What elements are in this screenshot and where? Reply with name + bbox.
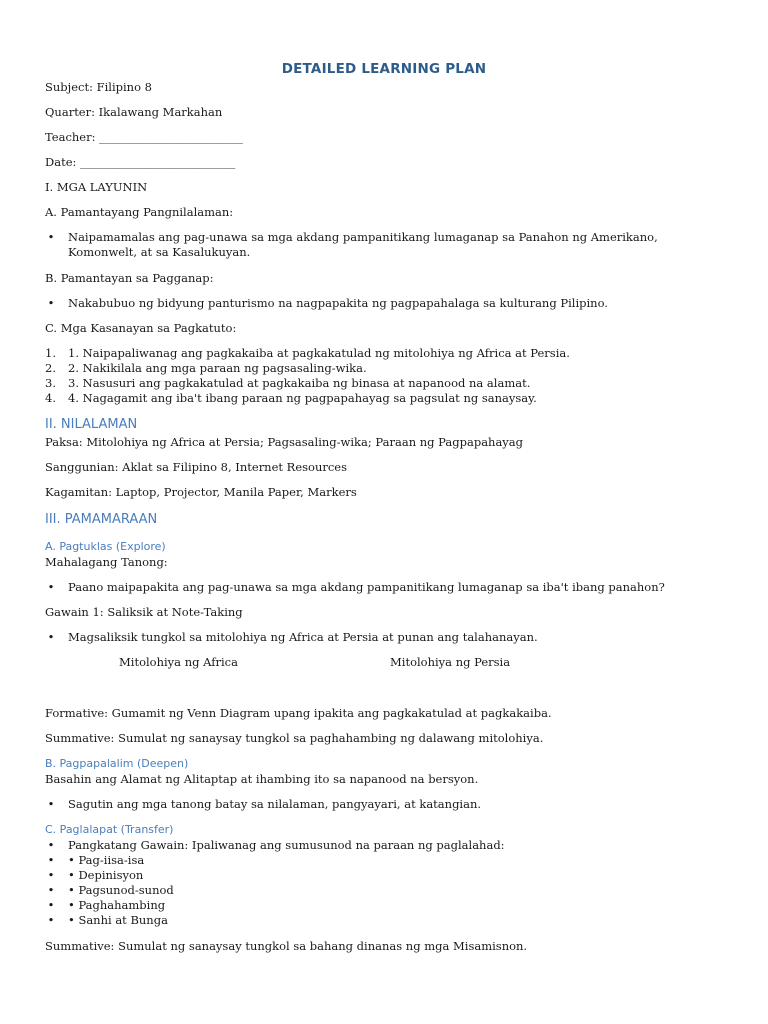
date-line: Date: ___________________________ xyxy=(45,155,236,169)
list-item: • Sanhi at Bunga xyxy=(68,913,168,927)
bullet-icon: • xyxy=(47,838,55,852)
bullet-icon: • xyxy=(47,230,55,244)
list-number: 1. xyxy=(45,346,56,360)
pamamaraan-heading: III. PAMAMARAAN xyxy=(45,512,158,527)
list-item: 2. Nakikilala ang mga paraan ng pagsasaling-wika. xyxy=(68,361,367,375)
pagpapalalim-heading: B. Pagpapalalim (Deepen) xyxy=(45,757,189,770)
layunin-heading: I. MGA LAYUNIN xyxy=(45,180,148,194)
list-item: 1. Naipapaliwanag ang pagkakaiba at pagkakatulad ng mitolohiya ng Africa at Persia. xyxy=(68,346,570,360)
quarter-line: Quarter: Ikalawang Markahan xyxy=(45,105,223,119)
list-item: • Pagsunod-sunod xyxy=(68,883,174,897)
bullet-icon: • xyxy=(47,898,55,912)
pagganap-bullet: Nakabubuo ng bidyung panturismo na nagpapakita ng pagpapahalaga sa kulturang Pilipino. xyxy=(68,296,608,310)
pamantayang-pangnilalaman-label: A. Pamantayang Pangnilalaman: xyxy=(45,205,234,219)
nilalaman-heading: II. NILALAMAN xyxy=(45,417,138,432)
document-title: DETAILED LEARNING PLAN xyxy=(281,61,487,77)
pangnilalaman-bullet-line2: Komonwelt, at sa Kasalukuyan. xyxy=(68,245,251,259)
subject-line: Subject: Filipino 8 xyxy=(45,80,152,94)
bullet-icon: • xyxy=(47,913,55,927)
bullet-icon: • xyxy=(47,296,55,310)
paksa-line: Paksa: Mitolohiya ng Africa at Persia; Pagsasaling-wika; Paraan ng Pagpapahayag xyxy=(45,435,524,449)
list-item: • Pag-iisa-isa xyxy=(68,853,145,867)
bullet-icon: • xyxy=(47,868,55,882)
kasanayan-label: C. Mga Kasanayan sa Pagkatuto: xyxy=(45,321,237,335)
list-item: Pangkatang Gawain: Ipaliwanag ang sumusunod na paraan ng paglalahad: xyxy=(68,838,505,852)
mahalagang-tanong-label: Mahalagang Tanong: xyxy=(45,555,168,569)
pamantayan-pagganap-label: B. Pamantayan sa Pagganap: xyxy=(45,271,214,285)
bullet-icon: • xyxy=(47,853,55,867)
pangnilalaman-bullet-line1: Naipamamalas ang pag-unawa sa mga akdang pampanitikang lumaganap sa Panahon ng Amerikano, xyxy=(68,230,658,244)
basahin-line: Basahin ang Alamat ng Alitaptap at ihambing ito sa napanood na bersyon. xyxy=(45,772,479,786)
table-header-persia: Mitolohiya ng Persia xyxy=(390,655,511,669)
summative-line-2: Summative: Sumulat ng sanaysay tungkol sa bahang dinanas ng mga Misamisnon. xyxy=(45,939,528,953)
list-item: • Depinisyon xyxy=(68,868,144,882)
list-number: 2. xyxy=(45,361,56,375)
formative-line: Formative: Gumamit ng Venn Diagram upang ipakita ang pagkakatulad at pagkakaiba. xyxy=(45,706,552,720)
sanggunian-line: Sanggunian: Aklat sa Filipino 8, Internet Resources xyxy=(45,460,348,474)
list-item: • Paghahambing xyxy=(68,898,166,912)
sagutin-bullet: Sagutin ang mga tanong batay sa nilalaman, pangyayari, at katangian. xyxy=(68,797,482,811)
pagtuklas-heading: A. Pagtuklas (Explore) xyxy=(45,540,166,553)
gawain1-label: Gawain 1: Saliksik at Note-Taking xyxy=(45,605,243,619)
summative-line-1: Summative: Sumulat ng sanaysay tungkol sa paghahambing ng dalawang mitolohiya. xyxy=(45,731,544,745)
kagamitan-line: Kagamitan: Laptop, Projector, Manila Paper, Markers xyxy=(45,485,357,499)
bullet-icon: • xyxy=(47,630,55,644)
tanong-bullet: Paano maipapakita ang pag-unawa sa mga akdang pampanitikang lumaganap sa iba't ibang panahon? xyxy=(68,580,665,594)
bullet-icon: • xyxy=(47,797,55,811)
gawain1-bullet: Magsaliksik tungkol sa mitolohiya ng Africa at Persia at punan ang talahanayan. xyxy=(68,630,538,644)
table-header-africa: Mitolohiya ng Africa xyxy=(119,655,238,669)
teacher-line: Teacher: _________________________ xyxy=(45,130,243,144)
bullet-icon: • xyxy=(47,580,55,594)
bullet-icon: • xyxy=(47,883,55,897)
list-item: 4. Nagagamit ang iba't ibang paraan ng pagpapahayag sa pagsulat ng sanaysay. xyxy=(68,391,537,405)
paglalapat-heading: C. Paglalapat (Transfer) xyxy=(45,823,174,836)
list-number: 3. xyxy=(45,376,56,390)
list-number: 4. xyxy=(45,391,56,405)
list-item: 3. Nasusuri ang pagkakatulad at pagkakaiba ng binasa at napanood na alamat. xyxy=(68,376,531,390)
